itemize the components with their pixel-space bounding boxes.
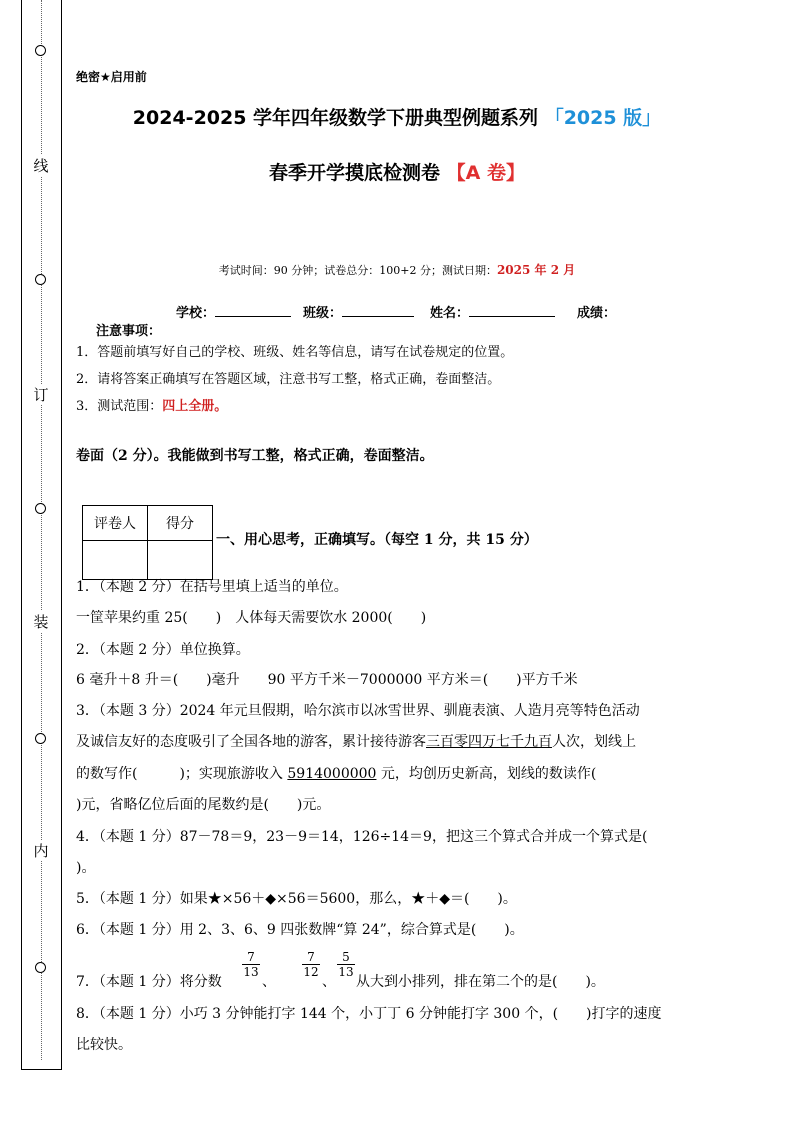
notice-item-2: 2．请将答案正确填写在答题区域，注意书写工整，格式正确，卷面整洁。 <box>76 372 501 387</box>
q3-underlined-income: 5914000000 <box>287 766 377 782</box>
school-field[interactable] <box>176 302 291 321</box>
question-3-line-2 <box>76 731 636 751</box>
name-blank[interactable] <box>469 304 555 317</box>
question-3-line-1: 3．（本题 3 分）2024 年元旦假期，哈尔滨市以冰雪世界、驯鹿表演、人造月亮等特色活动 <box>76 703 640 719</box>
binding-hole <box>35 45 46 56</box>
name-label: 姓名： <box>430 306 470 321</box>
question-7-text-b: 从大到小排列，排在第二个的是( )。 <box>356 974 605 990</box>
notice-item-3 <box>76 395 227 414</box>
title-tag: 「2025 版」 <box>544 107 662 129</box>
name-field[interactable] <box>430 302 555 321</box>
margin-char-zhuang: 装 <box>30 611 52 632</box>
margin-char-nei: 内 <box>30 840 52 861</box>
exam-date: 2025 年 2 月 <box>496 263 576 277</box>
q3-text: 元，均创历史新高，划线的数读作( <box>376 766 597 782</box>
binding-hole <box>35 503 46 514</box>
test-scope: 四上全册。 <box>162 399 228 414</box>
margin-char-xian: 线 <box>30 155 52 176</box>
q3-text: 及诚信友好的态度吸引了全国各地的游客，累计接待游客 <box>76 734 426 750</box>
binding-hole <box>35 733 46 744</box>
q3-text: 人次，划线上 <box>552 734 636 750</box>
margin-char-ding: 订 <box>30 384 52 405</box>
section-1-heading: 一、用心思考，正确填写。（每空 1 分，共 15 分） <box>216 532 538 548</box>
fraction-7-12: $\frac{7}{12}$ <box>303 950 319 979</box>
q3-text: 的数写作( )；实现旅游收入 <box>76 766 288 782</box>
grader-header: 评卷人 <box>83 506 148 541</box>
question-3-line-4: )元，省略亿位后面的尾数约是( )元。 <box>76 797 331 813</box>
question-1-content: 一筐苹果约重 25( ) 人体每天需要饮水 2000( ) <box>76 610 427 626</box>
question-8-line-2: 比较快。 <box>76 1037 132 1053</box>
binding-hole <box>35 962 46 973</box>
question-7-text-a: 7．（本题 1 分）将分数 <box>76 974 222 990</box>
score-header: 得分 <box>148 506 213 541</box>
question-4-line-2: )。 <box>76 860 96 876</box>
fraction-5-13: $\frac{5}{13}$ <box>338 950 354 979</box>
title-main: 2024-2025 学年四年级数学下册典型例题系列 <box>132 107 539 129</box>
question-2: 2．（本题 2 分）单位换算。 <box>76 642 250 658</box>
school-label: 学校： <box>176 306 216 321</box>
question-3-line-3 <box>76 763 596 783</box>
question-5: 5．（本题 1 分）如果★×56＋◆×56＝5600，那么，★＋◆＝( )。 <box>76 891 517 907</box>
score-table <box>82 505 213 580</box>
notice-title: 注意事项： <box>96 324 162 339</box>
question-6: 6．（本题 1 分）用 2、3、6、9 四张数牌“算 24”，综合算式是( )。 <box>76 922 524 938</box>
q3-underlined-number: 三百零四万七千九百 <box>426 734 552 750</box>
question-7-sep: 、 <box>322 974 336 990</box>
subtitle-tag: 【A 卷】 <box>446 162 525 184</box>
question-8-line-1: 8．（本题 1 分）小巧 3 分钟能打字 144 个，小丁丁 6 分钟能打字 300 个，( )打字的速度 <box>76 1006 662 1022</box>
class-label: 班级： <box>303 306 343 321</box>
page-title <box>0 103 794 130</box>
notice-item-3-prefix: 3．测试范围： <box>76 399 163 414</box>
exam-info <box>0 261 794 278</box>
class-field[interactable] <box>303 302 414 321</box>
school-blank[interactable] <box>215 304 291 317</box>
page-subtitle <box>0 158 794 185</box>
notice-item-1: 1．答题前填写好自己的学校、班级、姓名等信息，请写在试卷规定的位置。 <box>76 345 514 360</box>
question-2-content: 6 毫升＋8 升＝( )毫升 90 平方千米－7000000 平方米＝( )平方千米 <box>76 672 578 688</box>
confidential-label: 绝密★启用前 <box>76 70 147 84</box>
question-1: 1．（本题 2 分）在括号里填上适当的单位。 <box>76 579 348 595</box>
grader-cell[interactable] <box>83 541 148 580</box>
subtitle-main: 春季开学摸底检测卷 <box>269 162 441 184</box>
exam-info-text: 考试时间：90 分钟；试卷总分：100+2 分；测试日期： <box>218 264 497 277</box>
fraction-7-13: $\frac{7}{13}$ <box>243 950 259 979</box>
question-4-line-1: 4．（本题 1 分）87－78＝9，23－9＝14，126÷14＝9，把这三个算式合并成一个算式是( <box>76 829 648 845</box>
score-label: 成绩： <box>577 306 617 321</box>
class-blank[interactable] <box>342 304 414 317</box>
score-cell[interactable] <box>148 541 213 580</box>
neatness-statement: 卷面（2 分）。我能做到书写工整，格式正确，卷面整洁。 <box>76 448 434 464</box>
question-7-sep: 、 <box>262 974 276 990</box>
